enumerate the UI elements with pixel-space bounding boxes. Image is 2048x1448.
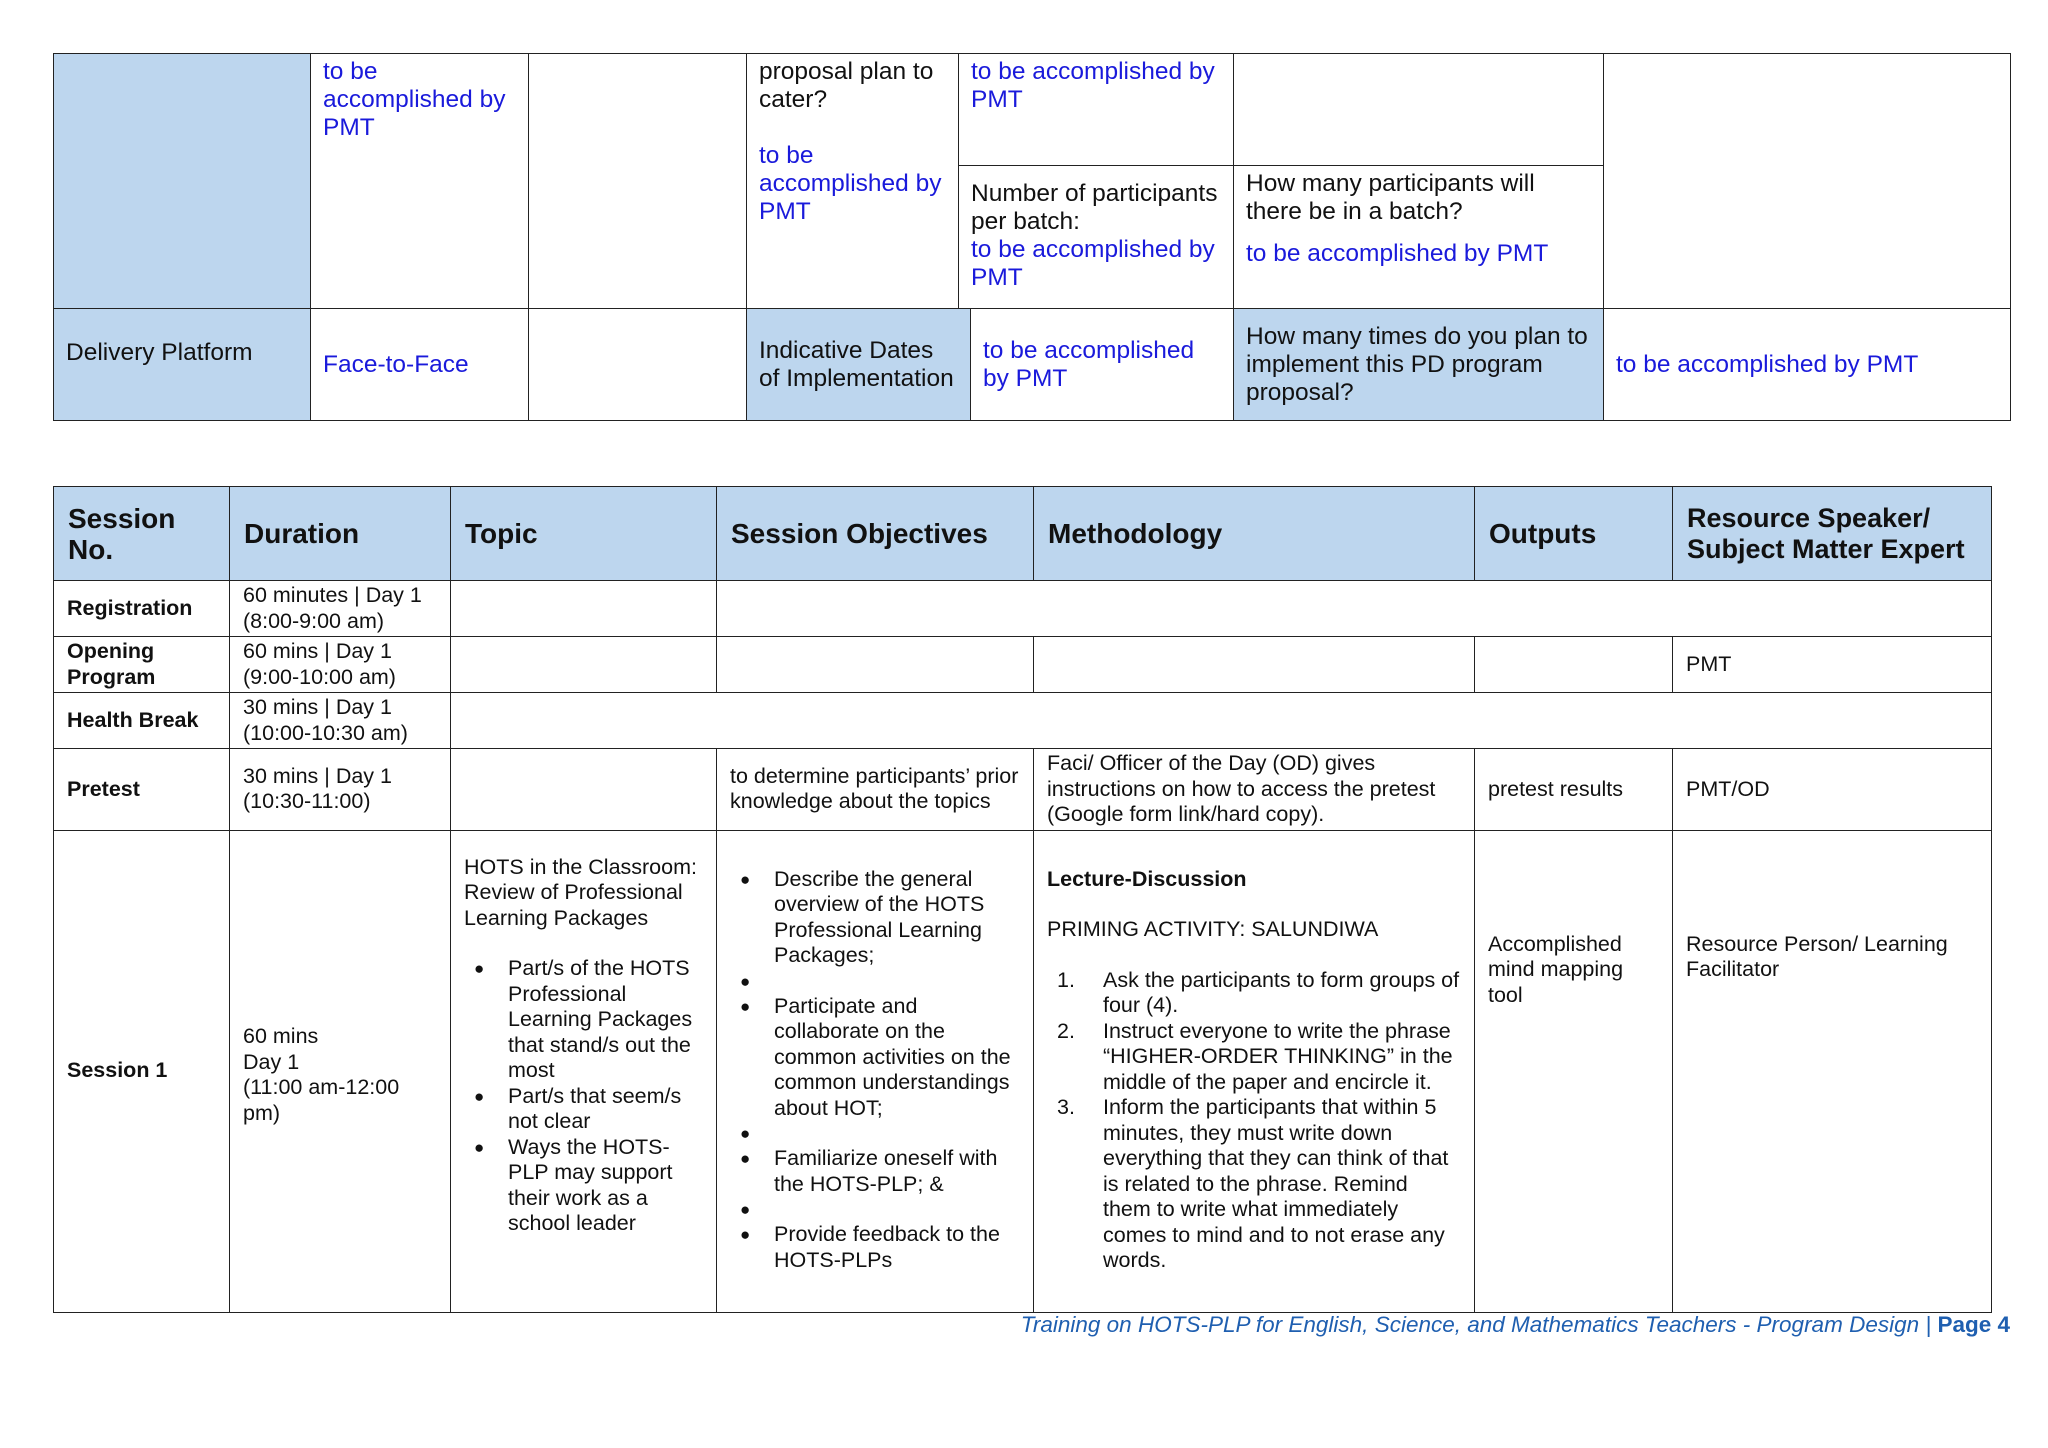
list-item: ● Provide feedback to the HOTS-PLPs	[730, 1222, 1020, 1273]
row-label: Opening Program	[54, 637, 230, 693]
objectives-cell: to determine participants’ prior knowledge about the topics	[717, 749, 1034, 831]
row-label: Session 1	[54, 830, 230, 1312]
empty-cell	[451, 693, 1992, 749]
row-label: Health Break	[54, 693, 230, 749]
empty-cell	[1034, 637, 1475, 693]
footer-text: Training on HOTS-PLP for English, Science, and Mathematics Teachers - Program Design |	[1020, 1312, 1938, 1337]
empty-cell	[451, 581, 717, 637]
list-item: 3. Inform the participants that within 5 minutes, they must write down everything that they can think of that is related to the phrase. Remind them to write what immediately comes to mind and to not erase any words.	[1057, 1095, 1449, 1272]
methodology-cell	[1034, 830, 1475, 1312]
table-row	[54, 581, 1992, 637]
list-item: ● Part/s of the HOTS Professional Learning Packages that stand/s out the most	[464, 956, 703, 1084]
empty-cell	[529, 309, 747, 421]
method-subtitle: PRIMING ACTIVITY: SALUNDIWA	[1047, 917, 1379, 941]
delivery-platform-label: Delivery Platform	[54, 309, 311, 421]
indicative-dates-label: Indicative Dates of Implementation	[747, 309, 971, 421]
speaker-cell: PMT	[1673, 637, 1992, 693]
table-row	[54, 830, 1992, 1312]
indicative-dates-value: to be accomplished by PMT	[971, 309, 1234, 421]
topic-title: HOTS in the Classroom: Review of Professional Learning Packages	[464, 854, 697, 930]
spacer	[730, 1121, 1020, 1146]
topic-cell	[451, 830, 717, 1312]
session-plan-table	[53, 486, 1992, 1313]
question-text: proposal plan to cater?	[759, 58, 934, 113]
empty-cell	[717, 637, 1034, 693]
duration-cell	[230, 830, 451, 1312]
list-item: ● Ways the HOTS-PLP may support their work as a school leader	[464, 1135, 703, 1237]
speaker-cell: Resource Person/ Learning Facilitator	[1673, 830, 1992, 1312]
column-header: Session No.	[54, 487, 230, 581]
objectives-list	[730, 867, 1020, 1274]
spacer	[730, 969, 1020, 994]
delivery-platform-value: Face-to-Face	[311, 309, 529, 421]
list-item: ● Familiarize oneself with the HOTS-PLP; &	[730, 1146, 1020, 1197]
column-header: Duration	[230, 487, 451, 581]
batch-question: How many participants will there be in a batch?	[1246, 170, 1535, 225]
value-cell: to be accomplished by PMT	[959, 54, 1234, 166]
batch-question-cell	[1234, 166, 1604, 309]
duration-cell: 30 mins | Day 1 (10:00-10:30 am)	[230, 693, 451, 749]
column-header: Resource Speaker/ Subject Matter Expert	[1673, 487, 1992, 581]
duration-cell: 30 mins | Day 1 (10:30-11:00)	[230, 749, 451, 831]
method-steps	[1047, 968, 1461, 1274]
duration-cell: 60 mins | Day 1 (9:00-10:00 am)	[230, 637, 451, 693]
implementation-times-value: to be accomplished by PMT	[1604, 309, 2011, 421]
spacer	[730, 1197, 1020, 1222]
column-header: Session Objectives	[717, 487, 1034, 581]
list-item: ● Describe the general overview of the HOTS Professional Learning Packages;	[730, 867, 1020, 969]
table-row	[54, 749, 1992, 831]
table-row	[54, 637, 1992, 693]
list-item: 2. Instruct everyone to write the phrase “HIGHER-ORDER THINKING” in the middle of the paper and encircle it.	[1057, 1018, 1453, 1094]
empty-cell	[717, 581, 1992, 637]
implementation-times-label: How many times do you plan to implement this PD program proposal?	[1234, 309, 1604, 421]
table-header-row	[54, 487, 1992, 581]
list-item: ● Part/s that seem/s not clear	[464, 1084, 703, 1135]
batch-answer: to be accomplished by PMT	[1246, 240, 1549, 267]
column-header: Topic	[451, 487, 717, 581]
list-item: ● Participate and collaborate on the common activities on the common understandings about HOT;	[730, 994, 1020, 1122]
value-cell: to be accomplished by PMT	[311, 54, 529, 309]
page-footer	[1021, 1312, 2010, 1338]
page-number: Page 4	[1937, 1312, 2010, 1337]
table-row	[54, 693, 1992, 749]
empty-cell	[1475, 637, 1673, 693]
outputs-cell: Accomplished mind mapping tool	[1475, 830, 1673, 1312]
duration-line: Day 1	[243, 1049, 300, 1074]
row-label: Pretest	[54, 749, 230, 831]
column-header: Outputs	[1475, 487, 1673, 581]
question-cell	[747, 54, 959, 309]
column-header: Methodology	[1034, 487, 1475, 581]
duration-line: (11:00 am-12:00 pm)	[243, 1075, 400, 1125]
methodology-cell: Faci/ Officer of the Day (OD) gives instructions on how to access the pretest (Google form link/hard copy).	[1034, 749, 1475, 831]
program-info-table	[53, 53, 2011, 421]
answer-text: to be accomplished by PMT	[759, 142, 942, 225]
participants-value: to be accomplished by PMT	[971, 236, 1215, 291]
duration-cell: 60 minutes | Day 1 (8:00-9:00 am)	[230, 581, 451, 637]
empty-cell	[451, 749, 717, 831]
list-item: 1. Ask the participants to form groups of four (4).	[1057, 967, 1460, 1017]
participants-label: Number of participants per batch:	[971, 180, 1218, 235]
empty-cell	[1234, 54, 1604, 166]
empty-cell	[1604, 54, 2011, 309]
participants-per-batch-cell	[959, 166, 1234, 309]
outputs-cell: pretest results	[1475, 749, 1673, 831]
method-title: Lecture-Discussion	[1047, 866, 1247, 891]
topic-list	[464, 956, 703, 1237]
duration-line: 60 mins	[243, 1024, 319, 1048]
empty-cell	[451, 637, 717, 693]
objectives-cell	[717, 830, 1034, 1312]
speaker-cell: PMT/OD	[1673, 749, 1992, 831]
shaded-label-cell	[54, 54, 311, 309]
row-label: Registration	[54, 581, 230, 637]
empty-cell	[529, 54, 747, 309]
